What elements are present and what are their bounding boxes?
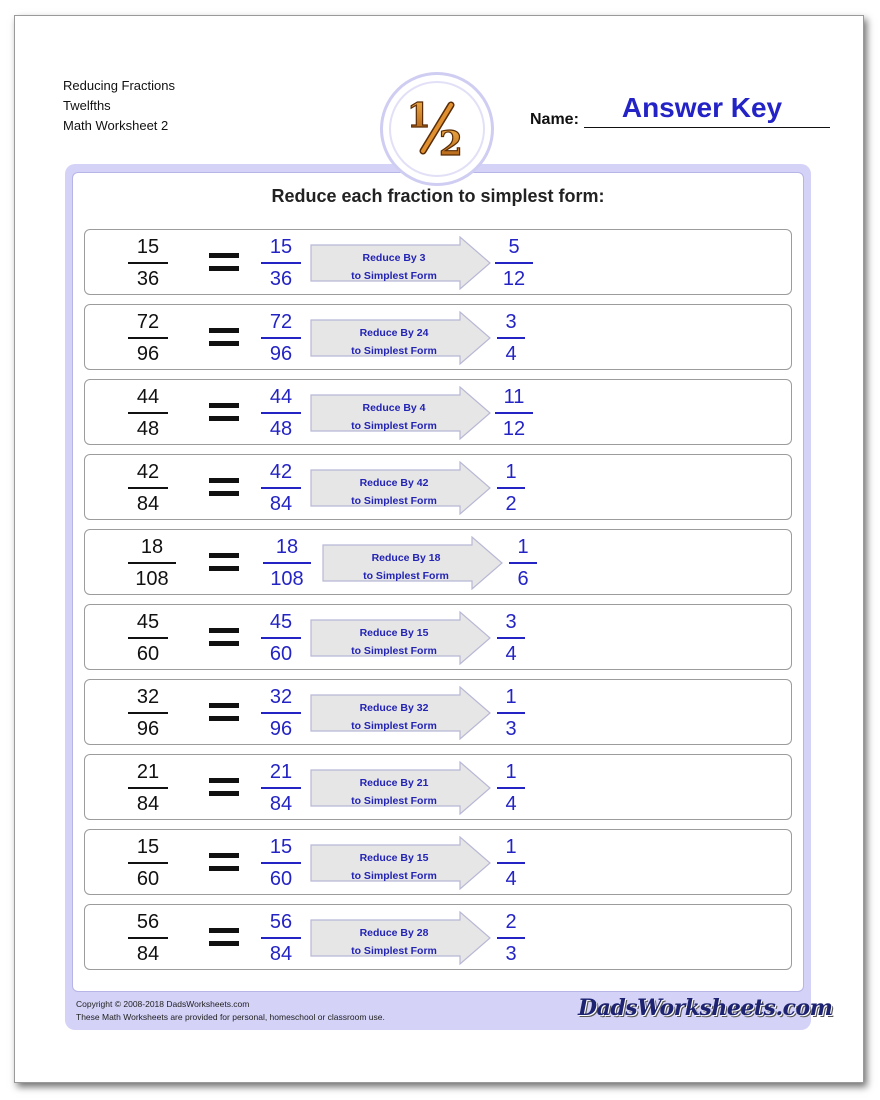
reduce-arrow-icon <box>310 686 492 740</box>
fraction-bar <box>263 562 311 564</box>
answer-work-fraction <box>261 910 301 966</box>
answer-work-fraction <box>261 685 301 741</box>
numerator: 45 <box>136 611 160 633</box>
reduce-by-label: Reduce By 32 <box>359 702 429 714</box>
simplest-form-label: to Simplest Form <box>351 720 437 732</box>
fraction-bar <box>128 412 168 414</box>
reduce-by-label: Reduce By 15 <box>359 852 429 864</box>
fraction-bar <box>128 262 168 264</box>
denominator: 108 <box>270 568 304 590</box>
numerator: 21 <box>269 761 293 783</box>
reduce-arrow-icon <box>310 761 492 815</box>
reduce-arrow-icon <box>322 536 504 590</box>
denominator: 3 <box>505 718 517 740</box>
problem-fraction <box>128 460 168 516</box>
problem-fraction <box>128 910 168 966</box>
fraction-bar <box>261 262 301 264</box>
answer-work-fraction <box>261 760 301 816</box>
problem-row <box>84 754 792 820</box>
numerator: 1 <box>517 536 529 558</box>
problem-row <box>84 679 792 745</box>
reduce-arrow-icon <box>310 386 492 440</box>
reduce-instruction <box>310 849 478 885</box>
numerator: 3 <box>505 311 517 333</box>
numerator: 11 <box>503 386 525 408</box>
denominator: 4 <box>505 793 517 815</box>
numerator: 15 <box>269 836 293 858</box>
problem-fraction <box>128 610 168 666</box>
problem-row <box>84 904 792 970</box>
numerator: 56 <box>136 911 160 933</box>
fraction-bar <box>261 337 301 339</box>
problem-row <box>84 529 792 595</box>
numerator: 2 <box>505 911 517 933</box>
footer-text <box>76 998 385 1024</box>
fraction-bar <box>128 787 168 789</box>
simplest-form-label: to Simplest Form <box>351 945 437 957</box>
numerator: 18 <box>275 536 299 558</box>
simplest-form-label: to Simplest Form <box>351 870 437 882</box>
denominator: 84 <box>269 943 293 965</box>
reduce-instruction <box>310 474 478 510</box>
equals-sign <box>209 928 239 946</box>
simplest-form-label: to Simplest Form <box>351 795 437 807</box>
denominator: 60 <box>136 868 160 890</box>
reduce-arrow-icon <box>310 311 492 365</box>
worksheet-header-info <box>63 76 175 136</box>
fraction-bar <box>128 862 168 864</box>
answer-work-fraction <box>261 235 301 291</box>
reduce-by-label: Reduce By 24 <box>359 327 429 339</box>
numerator: 44 <box>136 386 160 408</box>
fraction-bar <box>509 562 537 564</box>
reduce-arrow-icon <box>310 911 492 965</box>
simplest-form-label: to Simplest Form <box>351 420 437 432</box>
reduce-by-label: Reduce By 21 <box>359 777 429 789</box>
denominator: 12 <box>502 418 526 440</box>
fraction-bar <box>128 487 168 489</box>
denominator: 2 <box>505 493 517 515</box>
problem-row <box>84 829 792 895</box>
denominator: 4 <box>505 868 517 890</box>
numerator: 5 <box>508 236 520 258</box>
reduce-instruction <box>310 699 478 735</box>
fraction-bar <box>497 862 525 864</box>
numerator: 15 <box>269 236 293 258</box>
denominator: 12 <box>502 268 526 290</box>
reduce-arrow-icon <box>310 236 492 290</box>
simplified-answer-fraction <box>497 685 525 741</box>
answer-work-fraction <box>261 835 301 891</box>
problem-fraction <box>128 235 168 291</box>
reduce-by-label: Reduce By 15 <box>359 627 429 639</box>
problem-row <box>84 229 792 295</box>
numerator: 45 <box>269 611 293 633</box>
simplest-form-label: to Simplest Form <box>351 645 437 657</box>
worksheet-number: Math Worksheet 2 <box>63 118 169 133</box>
numerator: 72 <box>136 311 160 333</box>
simplified-answer-fraction <box>497 610 525 666</box>
simplified-answer-fraction <box>497 835 525 891</box>
numerator: 1 <box>505 686 517 708</box>
fraction-bar <box>261 937 301 939</box>
reduce-arrow-icon <box>310 461 492 515</box>
denominator: 48 <box>269 418 293 440</box>
denominator: 84 <box>136 493 160 515</box>
denominator: 60 <box>136 643 160 665</box>
denominator: 60 <box>269 868 293 890</box>
answer-work-fraction <box>263 535 311 591</box>
reduce-instruction <box>310 324 478 360</box>
answer-work-fraction <box>261 385 301 441</box>
fraction-bar <box>497 487 525 489</box>
fraction-bar <box>495 412 533 414</box>
answer-work-fraction <box>261 610 301 666</box>
numerator: 42 <box>269 461 293 483</box>
reduce-arrow-icon <box>310 611 492 665</box>
numerator: 42 <box>136 461 160 483</box>
problem-row <box>84 304 792 370</box>
simplest-form-label: to Simplest Form <box>351 495 437 507</box>
problem-fraction <box>128 535 176 591</box>
numerator: 15 <box>136 236 160 258</box>
denominator: 4 <box>505 643 517 665</box>
denominator: 108 <box>135 568 169 590</box>
simplified-answer-fraction <box>495 235 533 291</box>
fraction-bar <box>261 712 301 714</box>
denominator: 96 <box>136 343 160 365</box>
fraction-bar <box>128 562 176 564</box>
numerator: 15 <box>136 836 160 858</box>
simplified-answer-fraction <box>497 910 525 966</box>
reduce-by-label: Reduce By 3 <box>362 252 426 264</box>
name-input-line <box>584 127 830 128</box>
svg-text:2: 2 <box>439 124 463 164</box>
svg-text:1: 1 <box>407 96 431 136</box>
fraction-bar <box>497 937 525 939</box>
numerator: 32 <box>269 686 293 708</box>
denominator: 3 <box>505 943 517 965</box>
fraction-bar <box>497 637 525 639</box>
denominator: 6 <box>517 568 529 590</box>
copyright-text: Copyright © 2008-2018 DadsWorksheets.com <box>76 999 250 1009</box>
reduce-by-label: Reduce By 4 <box>362 402 426 414</box>
denominator: 96 <box>269 718 293 740</box>
reduce-by-label: Reduce By 28 <box>359 927 429 939</box>
denominator: 96 <box>269 343 293 365</box>
fraction-bar <box>497 787 525 789</box>
fraction-bar <box>261 787 301 789</box>
denominator: 48 <box>136 418 160 440</box>
equals-sign <box>209 403 239 421</box>
reduce-by-label: Reduce By 18 <box>371 552 441 564</box>
fraction-bar <box>497 712 525 714</box>
problem-row <box>84 379 792 445</box>
equals-sign <box>209 478 239 496</box>
answer-work-fraction <box>261 310 301 366</box>
denominator: 4 <box>505 343 517 365</box>
problem-fraction <box>128 310 168 366</box>
denominator: 60 <box>269 643 293 665</box>
equals-sign <box>209 778 239 796</box>
simplified-answer-fraction <box>495 385 533 441</box>
problem-fraction <box>128 685 168 741</box>
numerator: 72 <box>269 311 293 333</box>
one-half-logo-icon <box>380 72 494 186</box>
simplified-answer-fraction <box>497 760 525 816</box>
one-half-glyph-icon <box>397 89 477 169</box>
simplified-answer-fraction <box>509 535 537 591</box>
reduce-by-label: Reduce By 42 <box>359 477 429 489</box>
name-label: Name: <box>530 111 579 128</box>
simplified-answer-fraction <box>497 310 525 366</box>
equals-sign <box>209 628 239 646</box>
equals-sign <box>209 253 239 271</box>
denominator: 84 <box>136 793 160 815</box>
numerator: 3 <box>505 611 517 633</box>
equals-sign <box>209 553 239 571</box>
numerator: 18 <box>140 536 164 558</box>
simplest-form-label: to Simplest Form <box>351 270 437 282</box>
worksheet-topic: Reducing Fractions <box>63 78 175 93</box>
denominator: 84 <box>269 793 293 815</box>
reduce-instruction <box>310 624 478 660</box>
problem-fraction <box>128 835 168 891</box>
simplified-answer-fraction <box>497 460 525 516</box>
fraction-bar <box>128 712 168 714</box>
reduce-instruction <box>310 399 478 435</box>
denominator: 36 <box>136 268 160 290</box>
reduce-instruction <box>310 774 478 810</box>
problem-row <box>84 604 792 670</box>
equals-sign <box>209 853 239 871</box>
denominator: 84 <box>136 943 160 965</box>
problem-fraction <box>128 385 168 441</box>
equals-sign <box>209 328 239 346</box>
fraction-bar <box>261 637 301 639</box>
denominator: 36 <box>269 268 293 290</box>
fraction-bar <box>497 337 525 339</box>
reduce-arrow-icon <box>310 836 492 890</box>
numerator: 1 <box>505 836 517 858</box>
fraction-bar <box>128 337 168 339</box>
numerator: 1 <box>505 461 517 483</box>
denominator: 84 <box>269 493 293 515</box>
instructions-heading: Reduce each fraction to simplest form: <box>271 186 605 206</box>
numerator: 44 <box>269 386 293 408</box>
denominator: 96 <box>136 718 160 740</box>
reduce-instruction <box>322 549 490 585</box>
worksheet-subtopic: Twelfths <box>63 98 111 113</box>
reduce-instruction <box>310 924 478 960</box>
reduce-instruction <box>310 249 478 285</box>
fraction-bar <box>261 412 301 414</box>
equals-sign <box>209 703 239 721</box>
problem-fraction <box>128 760 168 816</box>
answer-key-title: Answer Key <box>621 92 783 123</box>
numerator: 21 <box>136 761 160 783</box>
problem-row <box>84 454 792 520</box>
dadsworksheets-logo: DadsWorksheets.com <box>578 995 833 1021</box>
numerator: 32 <box>136 686 160 708</box>
fraction-bar <box>128 637 168 639</box>
fraction-bar <box>128 937 168 939</box>
numerator: 56 <box>269 911 293 933</box>
simplest-form-label: to Simplest Form <box>363 570 449 582</box>
answer-work-fraction <box>261 460 301 516</box>
numerator: 1 <box>505 761 517 783</box>
fraction-bar <box>261 862 301 864</box>
usage-notice: These Math Worksheets are provided for personal, homeschool or classroom use. <box>76 1012 385 1022</box>
simplest-form-label: to Simplest Form <box>351 345 437 357</box>
fraction-bar <box>495 262 533 264</box>
fraction-bar <box>261 487 301 489</box>
